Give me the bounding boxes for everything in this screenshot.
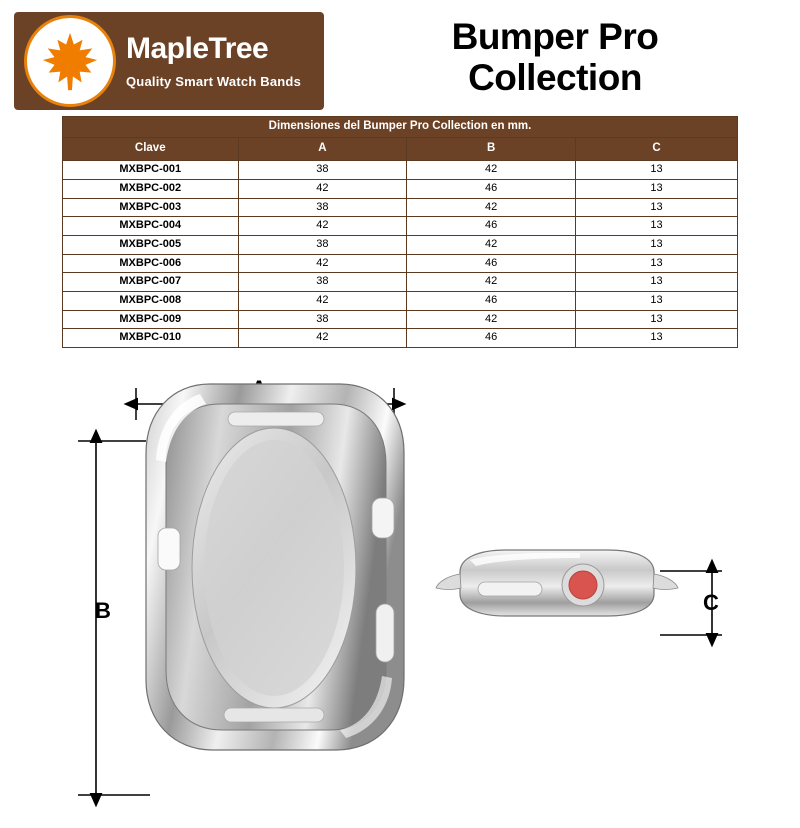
cell-b: 42 [407, 161, 576, 180]
cell-c: 13 [576, 217, 738, 236]
cell-clave: MXBPC-006 [63, 254, 239, 273]
page-header [0, 0, 800, 110]
table-row [63, 217, 738, 236]
cell-c: 13 [576, 291, 738, 310]
cell-b: 42 [407, 310, 576, 329]
cell-clave: MXBPC-008 [63, 291, 239, 310]
table-row [63, 254, 738, 273]
brand-name: MapleTree [126, 31, 269, 65]
cell-b: 46 [407, 217, 576, 236]
table-row [63, 291, 738, 310]
table-row [63, 329, 738, 348]
cell-b: 46 [407, 180, 576, 199]
cell-clave: MXBPC-001 [63, 161, 239, 180]
dimensions-table-wrap [0, 116, 800, 348]
column-header-a: A [238, 138, 407, 161]
product-diagram [0, 358, 800, 828]
cell-b: 42 [407, 236, 576, 255]
column-header-b: B [407, 138, 576, 161]
table-head [63, 117, 738, 161]
cell-c: 13 [576, 198, 738, 217]
cell-c: 13 [576, 273, 738, 292]
dimension-label-c: C [703, 589, 719, 615]
table-body [63, 161, 738, 347]
table-header-row [63, 138, 738, 161]
table-row [63, 198, 738, 217]
column-header-c: C [576, 138, 738, 161]
dimension-label-b: B [95, 597, 111, 623]
cell-a: 42 [238, 217, 407, 236]
cell-c: 13 [576, 161, 738, 180]
cell-clave: MXBPC-005 [63, 236, 239, 255]
cell-b: 46 [407, 291, 576, 310]
page-title-line-2: Collection [468, 57, 642, 99]
cell-a: 38 [238, 310, 407, 329]
cell-a: 42 [238, 254, 407, 273]
cell-b: 46 [407, 254, 576, 273]
brand-text [126, 33, 301, 90]
watch-bumper-front-view [140, 378, 410, 758]
cell-clave: MXBPC-002 [63, 180, 239, 199]
cell-a: 38 [238, 273, 407, 292]
page-title-line-1: Bumper Pro [451, 16, 659, 57]
cell-b: 42 [407, 198, 576, 217]
cell-a: 42 [238, 291, 407, 310]
cell-a: 38 [238, 161, 407, 180]
cell-c: 13 [576, 310, 738, 329]
cell-clave: MXBPC-003 [63, 198, 239, 217]
table-caption-row [63, 117, 738, 138]
cell-clave: MXBPC-004 [63, 217, 239, 236]
watch-bumper-side-view [430, 528, 680, 638]
dimensions-table [62, 116, 738, 348]
cell-clave: MXBPC-010 [63, 329, 239, 348]
cell-b: 46 [407, 329, 576, 348]
table-row [63, 310, 738, 329]
column-header-clave: Clave [63, 138, 239, 161]
cell-c: 13 [576, 329, 738, 348]
cell-c: 13 [576, 236, 738, 255]
cell-clave: MXBPC-007 [63, 273, 239, 292]
table-caption: Dimensiones del Bumper Pro Collection en mm. [63, 117, 738, 138]
page-title [324, 12, 786, 99]
cell-a: 38 [238, 198, 407, 217]
cell-c: 13 [576, 254, 738, 273]
cell-a: 38 [238, 236, 407, 255]
cell-a: 42 [238, 180, 407, 199]
maple-leaf-icon [24, 15, 116, 107]
table-row [63, 236, 738, 255]
cell-c: 13 [576, 180, 738, 199]
table-row [63, 180, 738, 199]
brand-logo [14, 12, 324, 110]
cell-a: 42 [238, 329, 407, 348]
brand-tagline: Quality Smart Watch Bands [126, 74, 301, 90]
table-row [63, 273, 738, 292]
table-row [63, 161, 738, 180]
cell-clave: MXBPC-009 [63, 310, 239, 329]
cell-b: 42 [407, 273, 576, 292]
